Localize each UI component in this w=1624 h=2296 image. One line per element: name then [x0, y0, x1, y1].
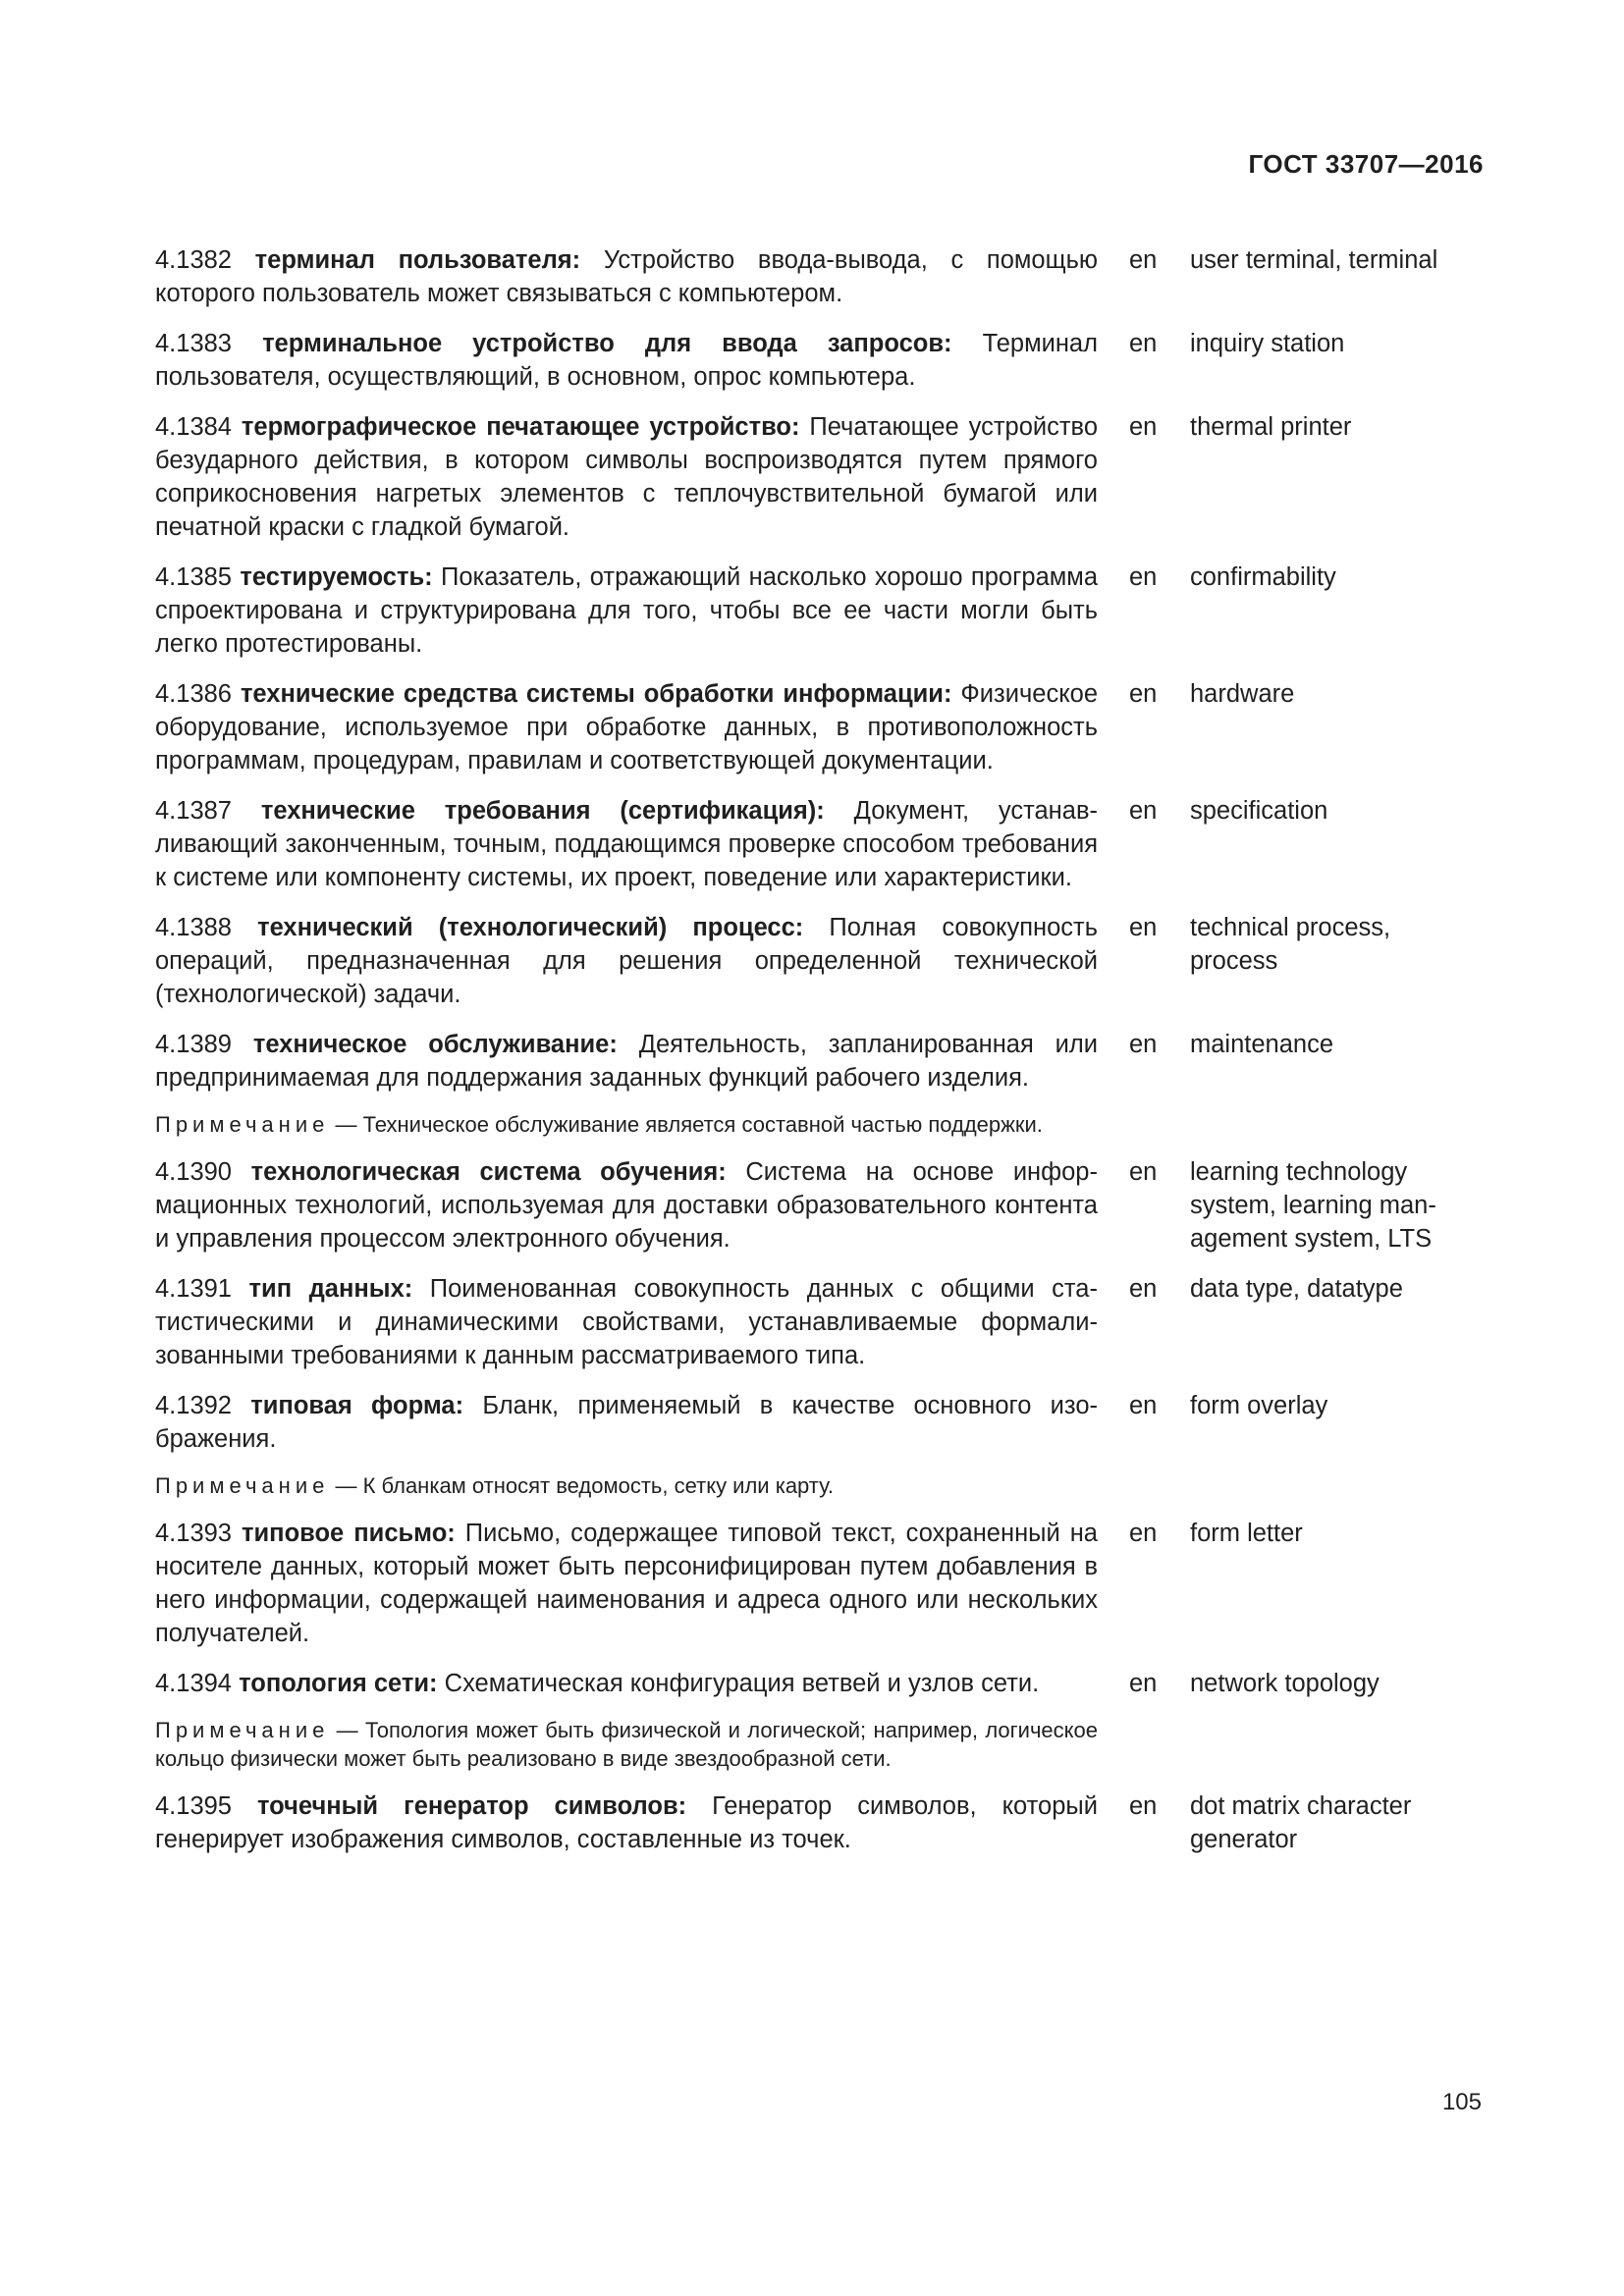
entry-number: 4.1389: [155, 1031, 232, 1058]
entry-term: топология сети:: [239, 1670, 438, 1697]
entry-term: технические средства системы обработки информации:: [240, 680, 952, 708]
entry-language: en: [1129, 1792, 1158, 1820]
note-label: Примечание: [155, 1718, 330, 1742]
entry-text: Физическое оборудование, используемое при обработке данных, в противоположность программам, процедурам, правилам и соответствующей документации.: [155, 680, 1098, 774]
entry-number: 4.1385: [155, 563, 232, 591]
entry-text: Поименованная совокупность данных с общими статистическими и динамическими свойствами, устанавливаемые формализованными требованиями к данным рассматриваемого типа.: [155, 1275, 1098, 1369]
entry-term: технические требования (сертификация):: [260, 797, 825, 825]
entry-english-term: specification: [1190, 797, 1328, 825]
entry-english-term: confirmability: [1190, 563, 1336, 591]
entry-language: en: [1129, 1275, 1158, 1303]
entry-language: en: [1129, 563, 1158, 591]
entry-english-term: data type, datatype: [1190, 1275, 1403, 1303]
entry-number: 4.1391: [155, 1275, 232, 1303]
glossary-entry: [155, 561, 1490, 661]
entry-term: типовое письмо:: [242, 1520, 456, 1547]
entry-language: en: [1129, 1031, 1158, 1058]
entry-english-term: form letter: [1190, 1520, 1303, 1547]
entry-term: типовая форма:: [250, 1392, 464, 1419]
entry-english-term: form overlay: [1190, 1392, 1328, 1419]
entry-english-term: dot matrix character generator: [1190, 1792, 1412, 1853]
entry-english-term: learning technology system, learning management system, LTS: [1190, 1158, 1436, 1253]
entry-text: Печатающее устройство безударного действия, в котором символы воспроизводятся путем прямого соприкосновения нагретых элементов с теплочувствительной бумагой или печатной краски с гладкой бумагой.: [155, 413, 1098, 541]
entry-text: Терминал пользователя, осуществляющий, в основном, опрос компьютера.: [155, 330, 1098, 391]
entry-definition: [155, 1155, 1098, 1255]
entry-term: технологическая система обучения:: [250, 1158, 727, 1186]
glossary-entry: [155, 410, 1490, 544]
entry-english-term: network topology: [1190, 1670, 1380, 1697]
entry-number: 4.1394: [155, 1670, 232, 1697]
entry-text: Полная совокупность операций, предназначенная для решения определенной технической (технологической) задачи.: [155, 914, 1098, 1008]
entry-text: Генератор символов, который генерирует изображения символов, составленные из точек.: [155, 1792, 1098, 1853]
entry-definition: [155, 911, 1098, 1011]
entry-language: en: [1129, 413, 1158, 441]
page-number: 105: [1441, 2089, 1482, 2115]
entry-definition: [155, 1517, 1098, 1650]
entry-definition: [155, 1272, 1098, 1372]
entry-number: 4.1382: [155, 246, 232, 274]
entry-english-term: inquiry station: [1190, 330, 1345, 357]
entry-number: 4.1387: [155, 797, 232, 825]
entry-term: термографическое печатающее устройство:: [241, 413, 800, 441]
entry-note: [155, 1110, 1098, 1139]
glossary-entry: [155, 243, 1490, 310]
glossary-entry: [155, 1155, 1490, 1255]
entry-language: en: [1129, 330, 1158, 357]
entry-number: 4.1393: [155, 1520, 232, 1547]
glossary-entry: [155, 1789, 1490, 1856]
entry-language: en: [1129, 1392, 1158, 1419]
glossary-entry: [155, 1272, 1490, 1372]
glossary-entry: [155, 1517, 1490, 1650]
entry-number: 4.1386: [155, 680, 232, 708]
document-header: ГОСТ 33707—2016: [1248, 149, 1484, 179]
glossary-entry: [155, 794, 1490, 894]
entry-english-term: thermal printer: [1190, 413, 1352, 441]
entry-term: техническое обслуживание:: [252, 1031, 618, 1058]
entry-definition: [155, 327, 1098, 394]
glossary-entry: [155, 327, 1490, 394]
entry-term: тестируемость:: [240, 563, 433, 591]
entry-term: точечный генератор символов:: [257, 1792, 687, 1820]
entry-definition: [155, 561, 1098, 661]
entry-text: Устройство ввода-вывода, с помощью которого пользователь может связываться с компьютером.: [155, 246, 1098, 307]
entry-number: 4.1383: [155, 330, 232, 357]
glossary-entries: [155, 243, 1490, 1873]
glossary-entry: [155, 1667, 1490, 1773]
entry-english-term: user terminal, terminal: [1190, 246, 1438, 274]
entry-text: Система на основе информационных технологий, используемая для доставки образовательного контента и управления процессом электронного обучения.: [155, 1158, 1098, 1253]
entry-note: [155, 1716, 1098, 1773]
note-text: — Топология может быть физической и логической; например, логическое кольцо физически может быть реализовано в виде звездообразной сети.: [155, 1718, 1098, 1771]
entry-language: en: [1129, 680, 1158, 708]
entry-term: технический (технологический) процесс:: [257, 914, 804, 941]
entry-definition: [155, 794, 1098, 894]
glossary-entry: [155, 911, 1490, 1011]
entry-number: 4.1388: [155, 914, 232, 941]
note-label: Примечание: [155, 1473, 330, 1498]
entry-number: 4.1390: [155, 1158, 232, 1186]
entry-text: Деятельность, запланированная или предпринимаемая для поддержания заданных функций рабочего изделия.: [155, 1031, 1098, 1092]
entry-text: Бланк, применяемый в качестве основного изображения.: [155, 1392, 1099, 1453]
glossary-entry: [155, 1389, 1490, 1500]
entry-number: 4.1395: [155, 1792, 232, 1820]
entry-language: en: [1129, 1670, 1158, 1697]
note-text: — К бланкам относят ведомость, сетку или карту.: [329, 1473, 835, 1498]
entry-language: en: [1129, 1158, 1158, 1186]
entry-term: терминальное устройство для ввода запросов:: [262, 330, 952, 357]
entry-term: терминал пользователя:: [254, 246, 581, 274]
entry-definition: [155, 243, 1098, 310]
entry-text: Показатель, отражающий насколько хорошо программа спроектирована и структурирована для того, чтобы все ее части могли быть легко протестированы.: [155, 563, 1098, 658]
note-text: — Техническое обслуживание является составной частью поддержки.: [329, 1112, 1043, 1137]
entry-definition: [155, 1389, 1098, 1456]
entry-english-term: maintenance: [1190, 1031, 1334, 1058]
entry-definition: [155, 410, 1098, 544]
entry-number: 4.1392: [155, 1392, 232, 1419]
glossary-entry: [155, 1028, 1490, 1139]
entry-language: en: [1129, 246, 1158, 274]
entry-definition: [155, 1789, 1098, 1856]
entry-language: en: [1129, 1520, 1158, 1547]
entry-english-term: technical process, process: [1190, 914, 1391, 975]
note-label: Примечание: [155, 1112, 330, 1137]
entry-number: 4.1384: [155, 413, 232, 441]
entry-language: en: [1129, 797, 1158, 825]
entry-text: Документ, устанавливающий законченным, точным, поддающимся проверке способом требования к системе или компоненту системы, их проект, поведение или характеристики.: [155, 797, 1098, 891]
entry-definition: [155, 1028, 1098, 1095]
entry-term: тип данных:: [248, 1275, 413, 1303]
entry-note: [155, 1471, 1098, 1500]
entry-language: en: [1129, 914, 1158, 941]
entry-text: Схематическая конфигурация ветвей и узлов сети.: [437, 1670, 1040, 1697]
entry-text: Письмо, содержащее типовой текст, сохраненный на носителе данных, который может быть персонифицирован путем добавления в него информации, содержащей наименования и адреса одного или нескольких получателей.: [155, 1520, 1098, 1647]
entry-definition: [155, 677, 1098, 777]
glossary-entry: [155, 677, 1490, 777]
entry-english-term: hardware: [1190, 680, 1295, 708]
entry-definition: [155, 1667, 1098, 1700]
